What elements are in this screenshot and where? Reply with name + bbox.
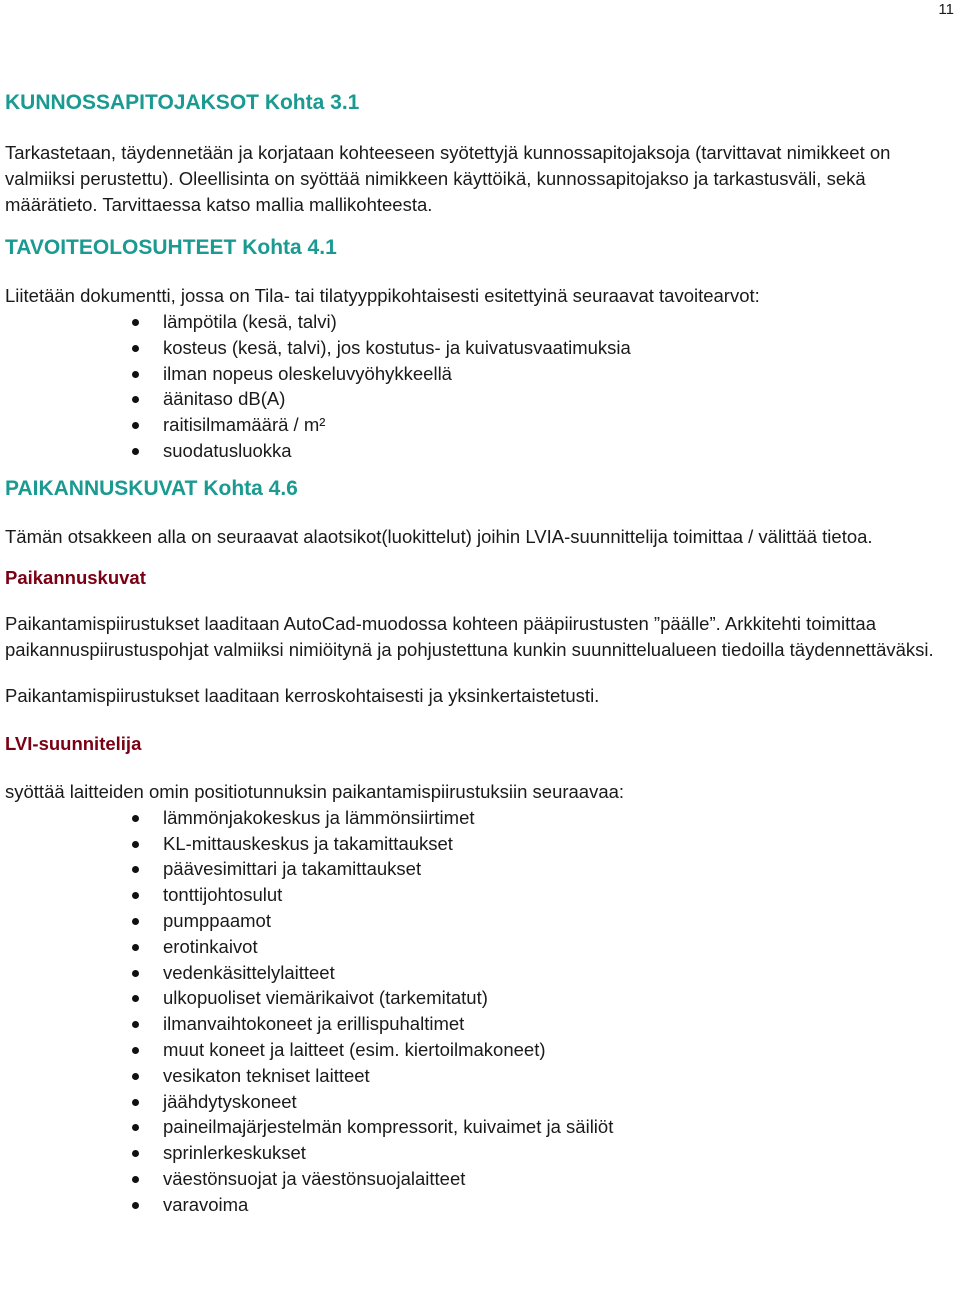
heading-tavoiteolosuhteet: TAVOITEOLOSUHTEET Kohta 4.1 (5, 236, 337, 259)
list-item: jäähdytyskoneet (163, 1089, 955, 1115)
paragraph-lvi-intro: syöttää laitteiden omin positiotunnuksin paikantamispiirustuksiin seuraavaa: (5, 780, 625, 802)
lvi-list (5, 805, 955, 1218)
tavoite-list (5, 309, 955, 464)
bullet-icon (132, 970, 139, 977)
bullet-icon (132, 371, 139, 378)
bullet-icon (132, 1150, 139, 1157)
paragraph-paikantamispiirustukset-1: Paikantamispiirustukset laaditaan AutoCad-muodossa kohteen pääpiirustusten ”päälle”. Arkkitehti toimittaa paikannuspiirustuspohjat valmiiksi nimiöitynä ja pohjustettuna kunkin suunnittelualueen tiedoilla täydennettäväksi. (5, 612, 934, 660)
list-item: kosteus (kesä, talvi), jos kostutus- ja kuivatusvaatimuksia (163, 335, 955, 361)
paragraph-paikannus-intro: Tämän otsakkeen alla on seuraavat alaotsikot(luokittelut) joihin LVIA-suunnittelija toimittaa / välittää tietoa. (5, 525, 873, 547)
list-item: erotinkaivot (163, 934, 955, 960)
heading-kunnossapitojaksot: KUNNOSSAPITOJAKSOT Kohta 3.1 (5, 91, 360, 114)
bullet-icon (132, 1099, 139, 1106)
bullet-icon (132, 448, 139, 455)
bullet-icon (132, 841, 139, 848)
list-item: muut koneet ja laitteet (esim. kiertoilmakoneet) (163, 1037, 955, 1063)
page-number: 11 (938, 1, 954, 18)
subheading-lvi-suunnitelija: LVI-suunnitelija (5, 732, 142, 754)
bullet-icon (132, 1124, 139, 1131)
paragraph-paikantamispiirustukset-2: Paikantamispiirustukset laaditaan kerroskohtaisesti ja yksinkertaistetusti. (5, 684, 600, 706)
list-item: pumppaamot (163, 908, 955, 934)
paragraph-tavoite-intro: Liitetään dokumentti, jossa on Tila- tai tilatyyppikohtaisesti esitettyinä seuraavat tavoitearvot: (5, 285, 760, 306)
list-item: ilman nopeus oleskeluvyöhykkeellä (163, 361, 955, 387)
subheading-paikannuskuvat: Paikannuskuvat (5, 566, 146, 588)
list-item: vedenkäsittelylaitteet (163, 960, 955, 986)
document-body (5, 88, 955, 1218)
bullet-icon (132, 1073, 139, 1080)
list-item: sprinlerkeskukset (163, 1140, 955, 1166)
list-item: paineilmajärjestelmän kompressorit, kuivaimet ja säiliöt (163, 1114, 955, 1140)
list-item: lämmönjakokeskus ja lämmönsiirtimet (163, 805, 955, 831)
list-item: äänitaso dB(A) (163, 386, 955, 412)
bullet-icon (132, 1176, 139, 1183)
bullet-icon (132, 1021, 139, 1028)
bullet-icon (132, 995, 139, 1002)
list-item: raitisilmamäärä / m² (163, 412, 955, 438)
bullet-icon (132, 345, 139, 352)
bullet-icon (132, 944, 139, 951)
bullet-icon (132, 396, 139, 403)
list-item: väestönsuojat ja väestönsuojalaitteet (163, 1166, 955, 1192)
list-item: ilmanvaihtokoneet ja erillispuhaltimet (163, 1011, 955, 1037)
bullet-icon (132, 1047, 139, 1054)
list-item: suodatusluokka (163, 438, 955, 464)
list-item: tonttijohtosulut (163, 882, 955, 908)
bullet-icon (132, 918, 139, 925)
heading-paikannuskuvat: PAIKANNUSKUVAT Kohta 4.6 (5, 476, 298, 500)
list-item: KL-mittauskeskus ja takamittaukset (163, 831, 955, 857)
list-item: lämpötila (kesä, talvi) (163, 309, 955, 335)
list-item: ulkopuoliset viemärikaivot (tarkemitatut) (163, 985, 955, 1011)
paragraph-kunnossapito: Tarkastetaan, täydennetään ja korjataan kohteeseen syötettyjä kunnossapitojaksoja (tarvittavat nimikkeet on valmiiksi perustettu). Oleellisinta on syöttää nimikkeen käyttöikä, kunnossapitojakso ja tarkastusväli, sekä määrätieto. Tarvittaessa katso mallia mallikohteesta. (5, 142, 891, 215)
bullet-icon (132, 866, 139, 873)
list-item: päävesimittari ja takamittaukset (163, 856, 955, 882)
bullet-icon (132, 1202, 139, 1209)
list-item: vesikaton tekniset laitteet (163, 1063, 955, 1089)
bullet-icon (132, 422, 139, 429)
bullet-icon (132, 892, 139, 899)
list-item: varavoima (163, 1192, 955, 1218)
bullet-icon (132, 815, 139, 822)
bullet-icon (132, 319, 139, 326)
